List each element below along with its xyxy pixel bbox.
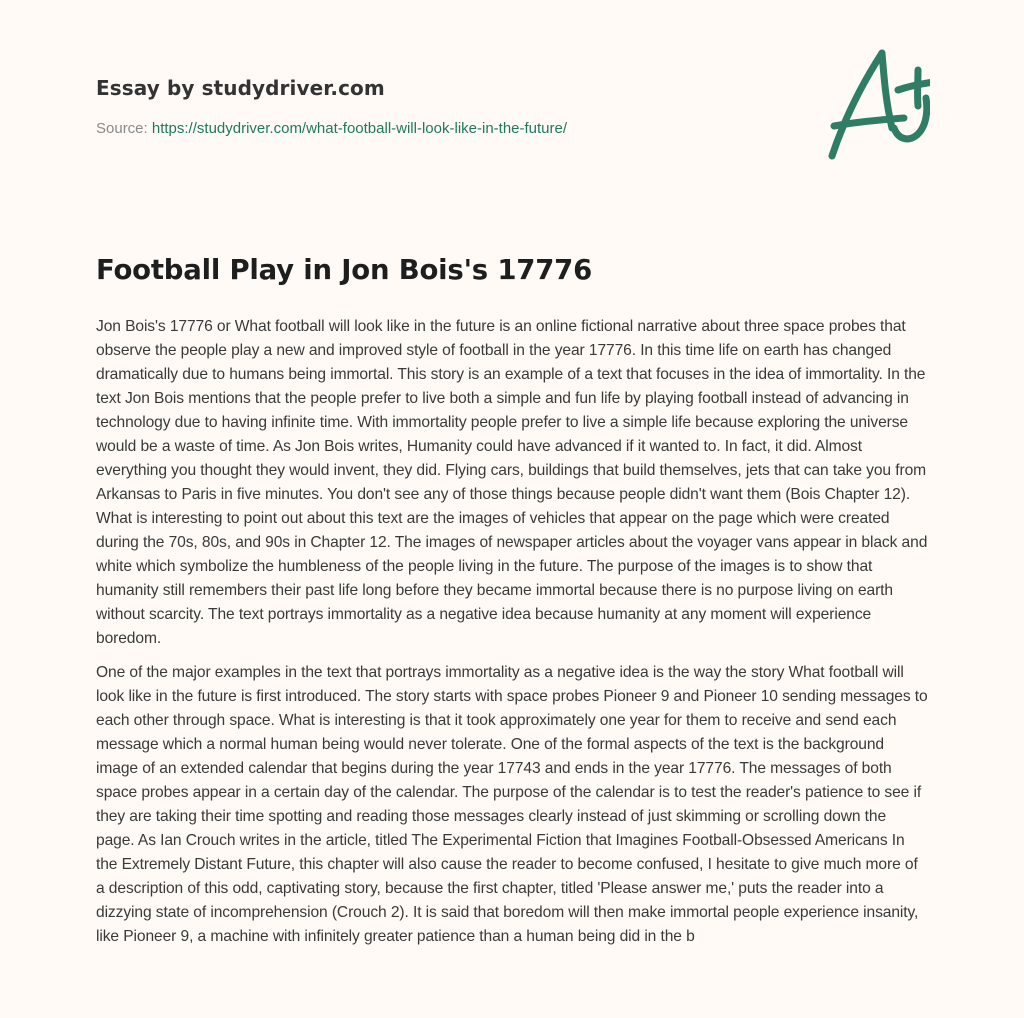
source-label: Source: (96, 120, 152, 137)
source-link[interactable]: https://studydriver.com/what-football-will-look-like-in-the-future/ (151, 120, 568, 137)
essay-title: Football Play in Jon Bois's 17776 (96, 254, 593, 286)
a-plus-grade-icon (820, 38, 930, 168)
essay-paragraph-2: One of the major examples in the text that portrays immortality as a negative idea is the way the story What football will look like in the future is first introduced. The story starts with space probes Pioneer 9 and Pioneer 10 sending messages to each other through space. What is interesting is that it took approximately one year for them to receive and send each message which a normal human being would never tolerate. One of the formal aspects of the text is the background image of an extended calendar that begins during the year 17743 and ends in the year 17776. The messages of both space probes appear in a certain day of the calendar. The purpose of the calendar is to test the reader's patience to see if they are taking their time spotting and reading those messages clearly instead of just skimming or scrolling down the page. As Ian Crouch writes in the article, titled The Experimental Fiction that Imagines Football-Obsessed Americans In the Extremely Distant Future, this chapter will also cause the reader to become confused, I hesitate to give much more of a description of this odd, captivating story, because the first chapter, titled 'Please answer me,' puts the reader into a dizzying state of incomprehension (Crouch 2). It is said that boredom will then make immortal people experience insanity, like Pioneer 9, a machine with infinitely greater patience than a human being did in the b (96, 664, 928, 945)
source-line (96, 120, 816, 137)
page-header (96, 76, 816, 137)
essay-paragraph-1: Jon Bois's 17776 or What football will look like in the future is an online fictional narrative about three space probes that observe the people play a new and improved style of football in the year 17776. In this time life on earth has changed dramatically due to humans being immortal. This story is an example of a text that focuses in the idea of immortality. In the text Jon Bois mentions that the people prefer to live both a simple and fun life by playing football instead of advancing in technology due to having infinite time. With immortality people prefer to live a simple life because exploring the universe would be a waste of time. As Jon Bois writes, Humanity could have advanced if it wanted to. In fact, it did. Almost everything you thought they would invent, they did. Flying cars, buildings that build themselves, jets that can take you from Arkansas to Paris in five minutes. You don't see any of those things because people didn't want them (Bois Chapter 12). What is interesting to point out about this text are the images of vehicles that appear on the page which were created during the 70s, 80s, and 90s in Chapter 12. The images of newspaper articles about the voyager vans appear in black and white which symbolize the humbleness of the people living in the future. The purpose of the images is to show that humanity still remembers their past life long before they became immortal because there is no purpose living on earth without scarcity. The text portrays immortality as a negative idea because humanity at any moment will experience boredom. (96, 318, 928, 647)
essay-body (96, 315, 928, 959)
site-title: Essay by studydriver.com (96, 76, 385, 100)
